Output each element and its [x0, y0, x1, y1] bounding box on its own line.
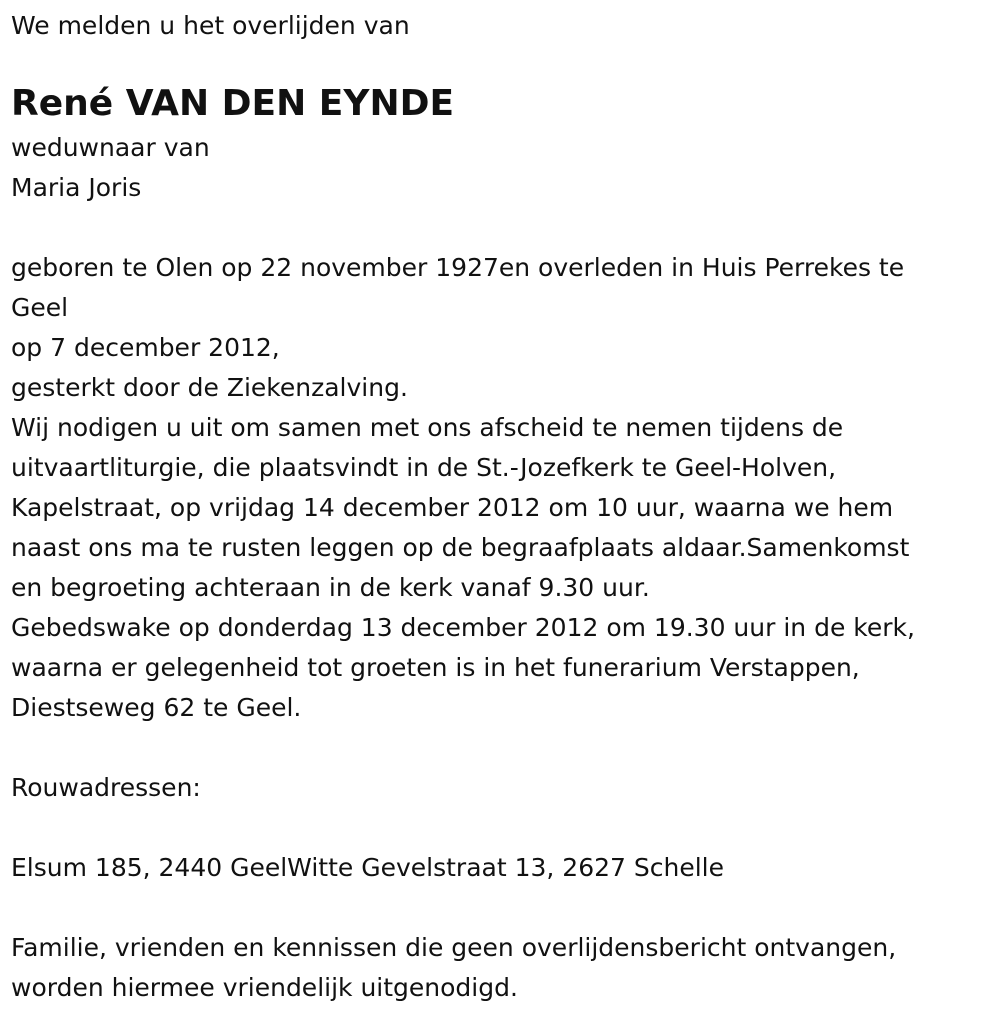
- body-line: naast ons ma te rusten leggen op de begraafplaats aldaar.Samenkomst: [11, 533, 910, 562]
- intro-text: We melden u het overlijden van: [11, 11, 410, 40]
- spouse-name: Maria Joris: [11, 173, 142, 202]
- addresses-label: Rouwadressen:: [11, 773, 201, 802]
- body-line: uitvaartliturgie, die plaatsvindt in de St.-Jozefkerk te Geel-Holven,: [11, 453, 837, 482]
- body-line: Kapelstraat, op vrijdag 14 december 2012 om 10 uur, waarna we hem: [11, 493, 894, 522]
- body-line: waarna er gelegenheid tot groeten is in het funerarium Verstappen,: [11, 653, 860, 682]
- spacer: [11, 808, 988, 848]
- body-line: Diestseweg 62 te Geel.: [11, 693, 302, 722]
- body-line: Gebedswake op donderdag 13 december 2012 om 19.30 uur in de kerk,: [11, 613, 915, 642]
- relation-label: weduwnaar van: [11, 133, 210, 162]
- body-line: en begroeting achteraan in de kerk vanaf 9.30 uur.: [11, 573, 650, 602]
- spacer: [11, 888, 988, 928]
- body-line: gesterkt door de Ziekenzalving.: [11, 373, 408, 402]
- body-line: op 7 december 2012,: [11, 333, 280, 362]
- deceased-name: René VAN DEN EYNDE: [11, 83, 455, 124]
- body-line: geboren te Olen op 22 november 1927en overleden in Huis Perrekes te: [11, 253, 905, 282]
- spacer: [11, 728, 988, 768]
- body-line: Wij nodigen u uit om samen met ons afscheid te nemen tijdens de: [11, 413, 844, 442]
- closing-line: worden hiermee vriendelijk uitgenodigd.: [11, 973, 518, 1002]
- spacer: [11, 46, 988, 80]
- spacer: [11, 208, 988, 248]
- closing-line: Familie, vrienden en kennissen die geen overlijdensbericht ontvangen,: [11, 933, 897, 962]
- body-line: Geel: [11, 293, 69, 322]
- addresses-text: Elsum 185, 2440 GeelWitte Gevelstraat 13, 2627 Schelle: [11, 853, 724, 882]
